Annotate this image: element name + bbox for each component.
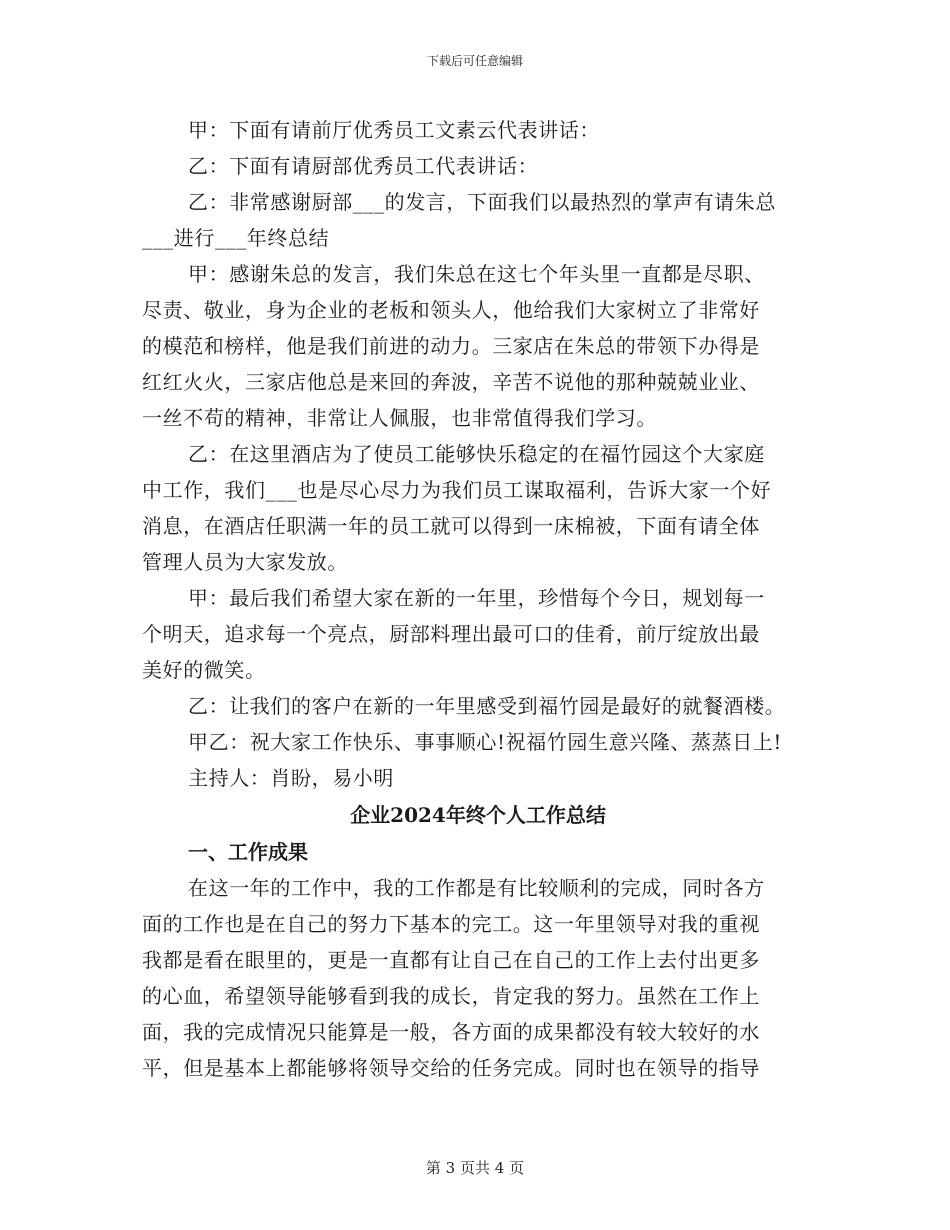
text-line: 尽责、敬业，身为企业的老板和领头人，他给我们大家树立了非常好: [142, 298, 760, 322]
section-heading: 一、工作成果: [188, 840, 308, 864]
text-line: 甲乙：祝大家工作快乐、事事顺心!祝福竹园生意兴隆、蒸蒸日上!: [188, 730, 783, 754]
text-line: ___进行___年终总结: [142, 226, 330, 250]
text-line: 消息，在酒店任职满一年的员工就可以得到一床棉被，下面有请全体: [142, 514, 760, 538]
text-line: 在这一年的工作中，我的工作都是有比较顺利的完成，同时各方: [188, 876, 765, 900]
page-header: 下载后可任意编辑: [426, 54, 523, 68]
document-body: [142, 112, 814, 1086]
text-line: 管理人员为大家发放。: [142, 550, 348, 574]
text-line: 个明天，追求每一个亮点，厨部料理出最可口的佳肴，前厅绽放出最: [142, 622, 760, 646]
text-line: 平，但是基本上都能够将领导交给的任务完成。同时也在领导的指导: [142, 1056, 760, 1080]
text-line: 面，我的完成情况只能算是一般，各方面的成果都没有较大较好的水: [142, 1020, 760, 1044]
text-line: 红红火火，三家店他总是来回的奔波，辛苦不说他的那种兢兢业业、: [142, 370, 760, 394]
page-footer: 第 3 页共 4 页: [425, 1159, 525, 1177]
text-line: 的模范和榜样，他是我们前进的动力。三家店在朱总的带领下办得是: [142, 334, 760, 358]
section-title: 企业2024年终个人工作总结: [350, 803, 606, 827]
text-line: 乙：非常感谢厨部___的发言，下面我们以最热烈的掌声有请朱总: [188, 190, 776, 214]
text-line: 主持人：肖盼，易小明: [188, 766, 394, 790]
summary-section: [142, 870, 814, 1086]
text-line: 甲：感谢朱总的发言，我们朱总在这七个年头里一直都是尽职、: [188, 262, 765, 286]
dialogue-section: [142, 112, 814, 796]
text-line: 面的工作也是在自己的努力下基本的完工。这一年里领导对我的重视: [142, 912, 760, 936]
text-line: 中工作，我们___也是尽心尽力为我们员工谋取福利，告诉大家一个好: [142, 478, 772, 502]
text-line: 一丝不苟的精神，非常让人佩服，也非常值得我们学习。: [142, 406, 657, 430]
text-line: 的心血，希望领导能够看到我的成长，肯定我的努力。虽然在工作上: [142, 984, 760, 1008]
text-line: 美好的微笑。: [142, 658, 266, 682]
text-line: 甲：最后我们希望大家在新的一年里，珍惜每个今日，规划每一: [188, 586, 765, 610]
text-line: 我都是看在眼里的，更是一直都有让自己在自己的工作上去付出更多: [142, 948, 760, 972]
text-line: 甲：下面有请前厅优秀员工文素云代表讲话：: [188, 118, 600, 142]
text-line: 乙：下面有请厨部优秀员工代表讲话：: [188, 154, 539, 178]
text-line: 乙：让我们的客户在新的一年里感受到福竹园是最好的就餐酒楼。: [188, 694, 786, 718]
text-line: 乙：在这里酒店为了使员工能够快乐稳定的在福竹园这个大家庭: [188, 442, 765, 466]
